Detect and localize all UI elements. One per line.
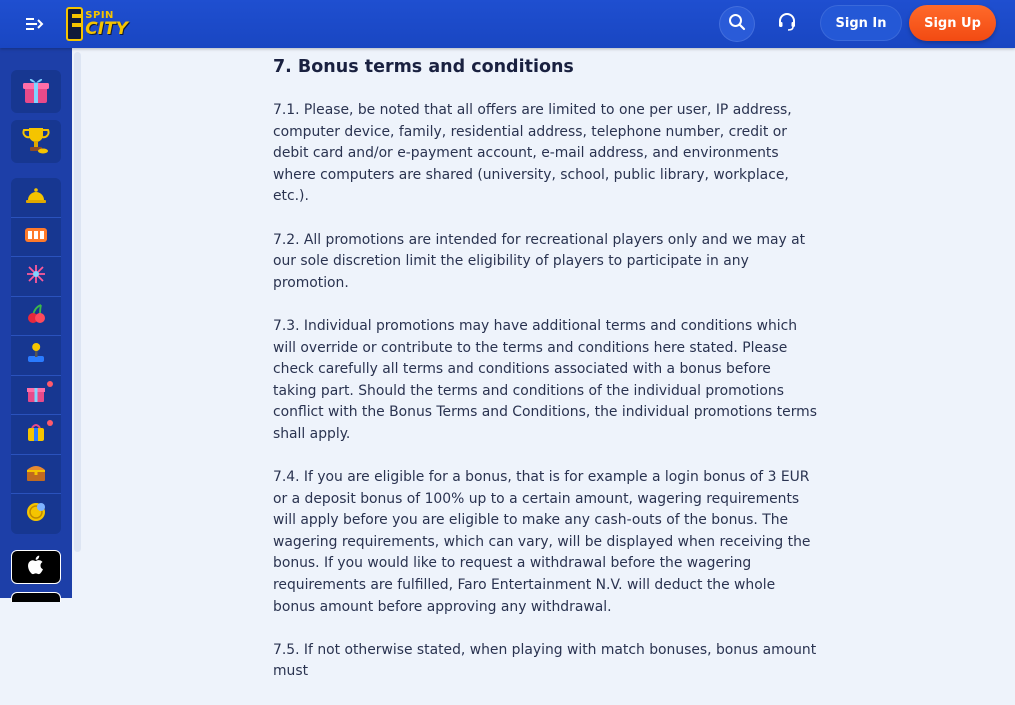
gift-box-icon bbox=[22, 75, 50, 109]
sidebar bbox=[0, 48, 72, 598]
paragraph-7-5: 7.5. If not otherwise stated, when playing with match bonuses, bonus amount must bbox=[273, 641, 817, 680]
menu-toggle-icon[interactable] bbox=[20, 12, 50, 36]
gift-icon bbox=[26, 383, 46, 407]
search-button[interactable] bbox=[719, 6, 755, 42]
sidebar-item-rewards[interactable] bbox=[11, 415, 61, 455]
app-store-button[interactable] bbox=[11, 550, 61, 584]
search-icon bbox=[728, 13, 746, 35]
sidebar-item-fireworks[interactable] bbox=[11, 257, 61, 297]
sidebar-tournaments-button[interactable] bbox=[11, 120, 61, 163]
spin-city-logo[interactable] bbox=[66, 5, 128, 43]
sidebar-item-gift[interactable] bbox=[11, 376, 61, 416]
paragraph-7-4: 7.4. If you are eligible for a bonus, that is for example a login bonus of 3 EUR or a deposit bonus of 100% up to a certain amount, wagering requirements will apply before you are eligible to make any cash-outs of the bonus. The wagering requirements, which can vary, will be displayed when receiving the bonus. If you would like to request a withdrawal before the wagering requirements are fulfilled, Faro Entertainment N.V. will deduct the whole bonus amount before approving any withdrawal. bbox=[273, 469, 811, 615]
notification-dot bbox=[47, 420, 53, 426]
headset-icon bbox=[777, 12, 797, 36]
top-header bbox=[0, 0, 1015, 48]
cherries-icon bbox=[25, 303, 47, 329]
fireworks-icon bbox=[25, 263, 47, 289]
main-content bbox=[72, 48, 1015, 680]
logo-mark bbox=[66, 7, 83, 41]
sidebar-item-cherries[interactable] bbox=[11, 297, 61, 337]
sidebar-categories bbox=[11, 178, 61, 534]
sidebar-item-chest[interactable] bbox=[11, 455, 61, 495]
paragraph-7-1: 7.1. Please, be noted that all offers are limited to one per user, IP address, computer device, family, residential address, telephone number, credit or debit card and/or e-payment account, e-mail address, and environments where computers are shared (university, school, public library, workplace, etc.). bbox=[273, 102, 792, 205]
service-bell-icon bbox=[25, 186, 47, 208]
app-download-button[interactable] bbox=[11, 592, 61, 602]
sidebar-promotions-button[interactable] bbox=[11, 70, 61, 113]
sidebar-item-coin[interactable] bbox=[11, 494, 61, 534]
support-button[interactable] bbox=[769, 6, 805, 42]
treasure-chest-icon bbox=[25, 462, 47, 486]
sidebar-item-games[interactable] bbox=[11, 336, 61, 376]
notification-dot bbox=[47, 381, 53, 387]
logo-line2: CITY bbox=[85, 18, 128, 39]
trophy-icon bbox=[21, 125, 51, 159]
joystick-icon bbox=[25, 342, 47, 368]
section-heading: 7. Bonus terms and conditions bbox=[273, 57, 574, 77]
sign-in-button[interactable]: Sign In bbox=[820, 5, 902, 41]
sidebar-item-slots[interactable] bbox=[11, 218, 61, 258]
sign-up-button[interactable]: Sign Up bbox=[909, 5, 996, 41]
terms-section bbox=[273, 54, 818, 705]
sidebar-item-bell[interactable] bbox=[11, 178, 61, 218]
gift-bag-icon bbox=[25, 422, 47, 446]
paragraph-7-2: 7.2. All promotions are intended for recreational players only and we may at our sole discretion limit the eligibility of players to participate in any promotion. bbox=[273, 231, 806, 291]
slot-machine-icon bbox=[24, 226, 48, 248]
scrollbar[interactable] bbox=[74, 52, 81, 552]
apple-icon bbox=[26, 554, 46, 580]
coin-icon bbox=[25, 501, 47, 527]
logo-line1: SPIN bbox=[85, 9, 114, 21]
paragraph-7-3: 7.3. Individual promotions may have additional terms and conditions which will override or contribute to the terms and conditions here stated. Please check carefully all terms and conditions associated with a bonus before taking part. Should the terms and conditions of the individual promotions conflict with the Bonus Terms and Conditions, the individual promotions terms shall apply. bbox=[273, 317, 817, 442]
